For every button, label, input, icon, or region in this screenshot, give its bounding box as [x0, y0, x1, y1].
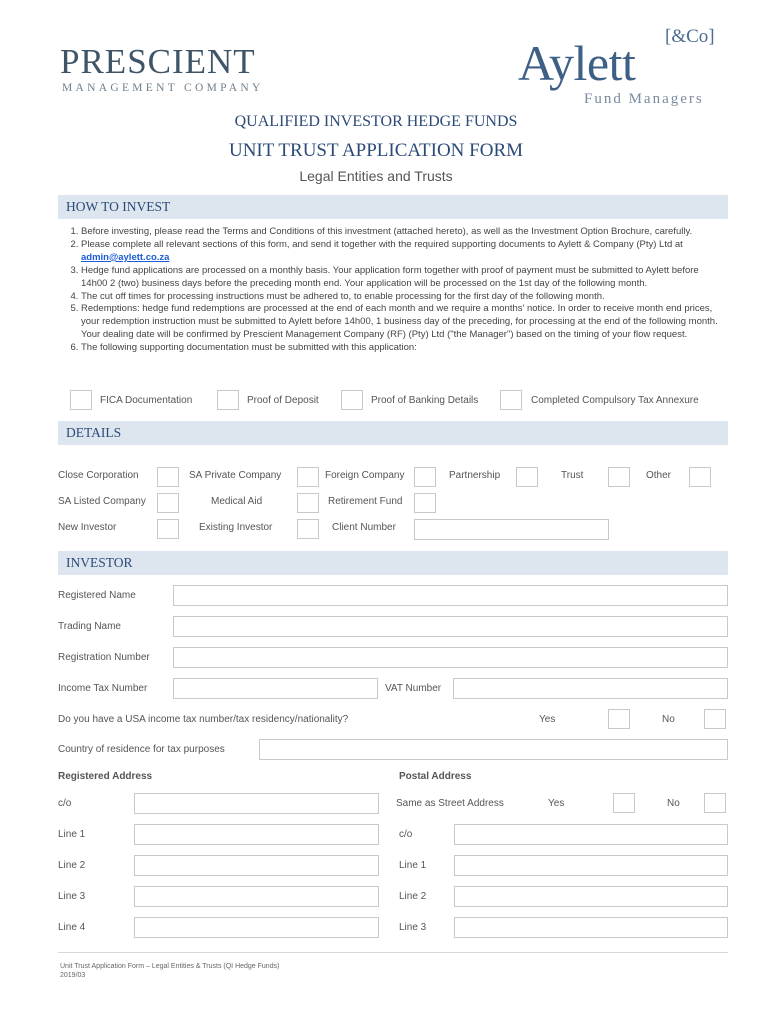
registered-line2-field[interactable]: [134, 855, 379, 876]
usa-yes-checkbox[interactable]: [608, 709, 630, 729]
aylett-logo-co: [&Co]: [665, 26, 715, 47]
postal-line1-label: Line 1: [399, 860, 427, 871]
form-subtitle: Legal Entities and Trusts: [299, 168, 453, 184]
sa-listed-company-checkbox[interactable]: [157, 493, 179, 513]
same-as-street-yes-checkbox[interactable]: [613, 793, 635, 813]
instruction-item: 1. Before investing, please read the Terms and Conditions of this investment (attached hereto), as well as the Investment Option Brochure, carefully.: [81, 226, 720, 239]
usa-no-checkbox[interactable]: [704, 709, 726, 729]
close-corporation-checkbox[interactable]: [157, 467, 179, 487]
retirement-fund-label: Retirement Fund: [328, 496, 403, 507]
prescient-logo-name: PRESCIENT: [60, 42, 256, 81]
other-label: Other: [646, 470, 672, 481]
income-tax-number-label: Income Tax Number: [58, 683, 148, 694]
footer-version: 2019/03: [60, 972, 86, 979]
fica-documentation-checkbox[interactable]: [70, 390, 92, 410]
tax-annexure-label: Completed Compulsory Tax Annexure: [531, 395, 699, 406]
registered-name-field[interactable]: [173, 585, 728, 606]
same-as-street-no-label: No: [667, 798, 680, 809]
prescient-logo-subtitle: MANAGEMENT COMPANY: [62, 82, 264, 94]
footer-divider: [58, 952, 728, 953]
registered-line4-label: Line 4: [58, 922, 86, 933]
country-residence-label: Country of residence for tax purposes: [58, 744, 225, 755]
existing-investor-checkbox[interactable]: [297, 519, 319, 539]
registered-name-label: Registered Name: [58, 590, 136, 601]
details-header: [58, 421, 728, 445]
page-footer: [60, 962, 279, 980]
admin-email-link[interactable]: admin@aylett.co.za: [81, 251, 170, 263]
instruction-item: [81, 239, 720, 265]
retirement-fund-checkbox[interactable]: [414, 493, 436, 513]
postal-address-heading: Postal Address: [399, 771, 472, 782]
partnership-checkbox[interactable]: [516, 467, 538, 487]
new-investor-label: New Investor: [58, 522, 117, 533]
proof-of-deposit-checkbox[interactable]: [217, 390, 239, 410]
same-as-street-label: Same as Street Address: [396, 798, 504, 809]
instruction-item: 5. Redemptions: hedge fund redemptions are processed at the end of each month and we require a months' notice. In order to receive month end prices, your redemption instruction must be submitted to Aylett before 14h00, 1 business day of the preceding, for processing at the end of the following month. Your dealing date will be confirmed by Prescient Management Company (RF) (Pty) Ltd ("the Manager") based on the timing of your flow request.: [81, 303, 720, 342]
income-tax-number-field[interactable]: [173, 678, 378, 699]
postal-co-label: c/o: [399, 829, 413, 840]
postal-line3-field[interactable]: [454, 917, 728, 938]
trust-checkbox[interactable]: [608, 467, 630, 487]
close-corporation-label: Close Corporation: [58, 470, 139, 481]
postal-line2-field[interactable]: [454, 886, 728, 907]
section-heading: DETAILS: [66, 425, 122, 440]
vat-number-field[interactable]: [453, 678, 728, 699]
postal-line3-label: Line 3: [399, 922, 427, 933]
foreign-company-checkbox[interactable]: [414, 467, 436, 487]
registration-number-label: Registration Number: [58, 652, 150, 663]
postal-line1-field[interactable]: [454, 855, 728, 876]
sa-listed-company-label: SA Listed Company: [58, 496, 146, 507]
registered-line1-field[interactable]: [134, 824, 379, 845]
postal-co-field[interactable]: [454, 824, 728, 845]
tax-annexure-checkbox[interactable]: [500, 390, 522, 410]
instruction-item: 6. The following supporting documentation must be submitted with this application:: [81, 342, 720, 355]
other-checkbox[interactable]: [689, 467, 711, 487]
registered-co-label: c/o: [58, 798, 72, 809]
country-residence-field[interactable]: [259, 739, 728, 760]
client-number-field[interactable]: [414, 519, 609, 540]
instruction-item: 3. Hedge fund applications are processed on a monthly basis. Your application form together with proof of payment must be submitted to Aylett before 14h00 2 (two) business days before the preceding month end. Your application will be processed on the 1st day of the following month.: [81, 265, 720, 291]
proof-of-banking-label: Proof of Banking Details: [371, 395, 479, 406]
instructions-list: [64, 226, 720, 355]
usa-yes-label: Yes: [539, 714, 556, 725]
trading-name-label: Trading Name: [58, 621, 121, 632]
usa-tax-question-label: Do you have a USA income tax number/tax residency/nationality?: [58, 714, 349, 725]
usa-no-label: No: [662, 714, 675, 725]
medical-aid-label: Medical Aid: [211, 496, 263, 507]
existing-investor-label: Existing Investor: [199, 522, 273, 533]
client-number-label: Client Number: [332, 522, 396, 533]
investor-header: [58, 551, 728, 575]
sa-private-company-checkbox[interactable]: [297, 467, 319, 487]
how-to-invest-header: [58, 195, 728, 219]
registered-line3-field[interactable]: [134, 886, 379, 907]
proof-of-banking-checkbox[interactable]: [341, 390, 363, 410]
vat-number-label: VAT Number: [385, 683, 442, 694]
trading-name-field[interactable]: [173, 616, 728, 637]
registered-line3-label: Line 3: [58, 891, 86, 902]
registered-line2-label: Line 2: [58, 860, 86, 871]
registration-number-field[interactable]: [173, 647, 728, 668]
form-category-title: QUALIFIED INVESTOR HEDGE FUNDS: [234, 113, 518, 130]
instruction-item: 4. The cut off times for processing instructions must be adhered to, to enable processing for the first day of the following month.: [81, 291, 720, 304]
same-as-street-yes-label: Yes: [548, 798, 565, 809]
registered-line4-field[interactable]: [134, 917, 379, 938]
aylett-logo-subtitle: Fund Managers: [584, 91, 704, 107]
registered-co-field[interactable]: [134, 793, 379, 814]
registered-address-heading: Registered Address: [58, 771, 153, 782]
foreign-company-label: Foreign Company: [325, 470, 405, 481]
footer-form-name: Unit Trust Application Form – Legal Entities & Trusts (QI Hedge Funds): [60, 963, 280, 970]
form-title: UNIT TRUST APPLICATION FORM: [228, 140, 524, 161]
trust-label: Trust: [561, 470, 584, 481]
fica-documentation-label: FICA Documentation: [100, 395, 193, 406]
aylett-logo-name: Aylett: [518, 35, 636, 91]
registered-line1-label: Line 1: [58, 829, 86, 840]
section-heading: HOW TO INVEST: [66, 199, 171, 214]
section-heading: INVESTOR: [66, 555, 133, 570]
new-investor-checkbox[interactable]: [157, 519, 179, 539]
instruction-text: Please complete all relevant sections of this form, and send it together with the required supporting documents to Aylett & Company (Pty) Ltd at: [81, 238, 683, 250]
partnership-label: Partnership: [449, 470, 501, 481]
postal-line2-label: Line 2: [399, 891, 427, 902]
sa-private-company-label: SA Private Company: [189, 470, 282, 481]
proof-of-deposit-label: Proof of Deposit: [247, 395, 319, 406]
same-as-street-no-checkbox[interactable]: [704, 793, 726, 813]
medical-aid-checkbox[interactable]: [297, 493, 319, 513]
